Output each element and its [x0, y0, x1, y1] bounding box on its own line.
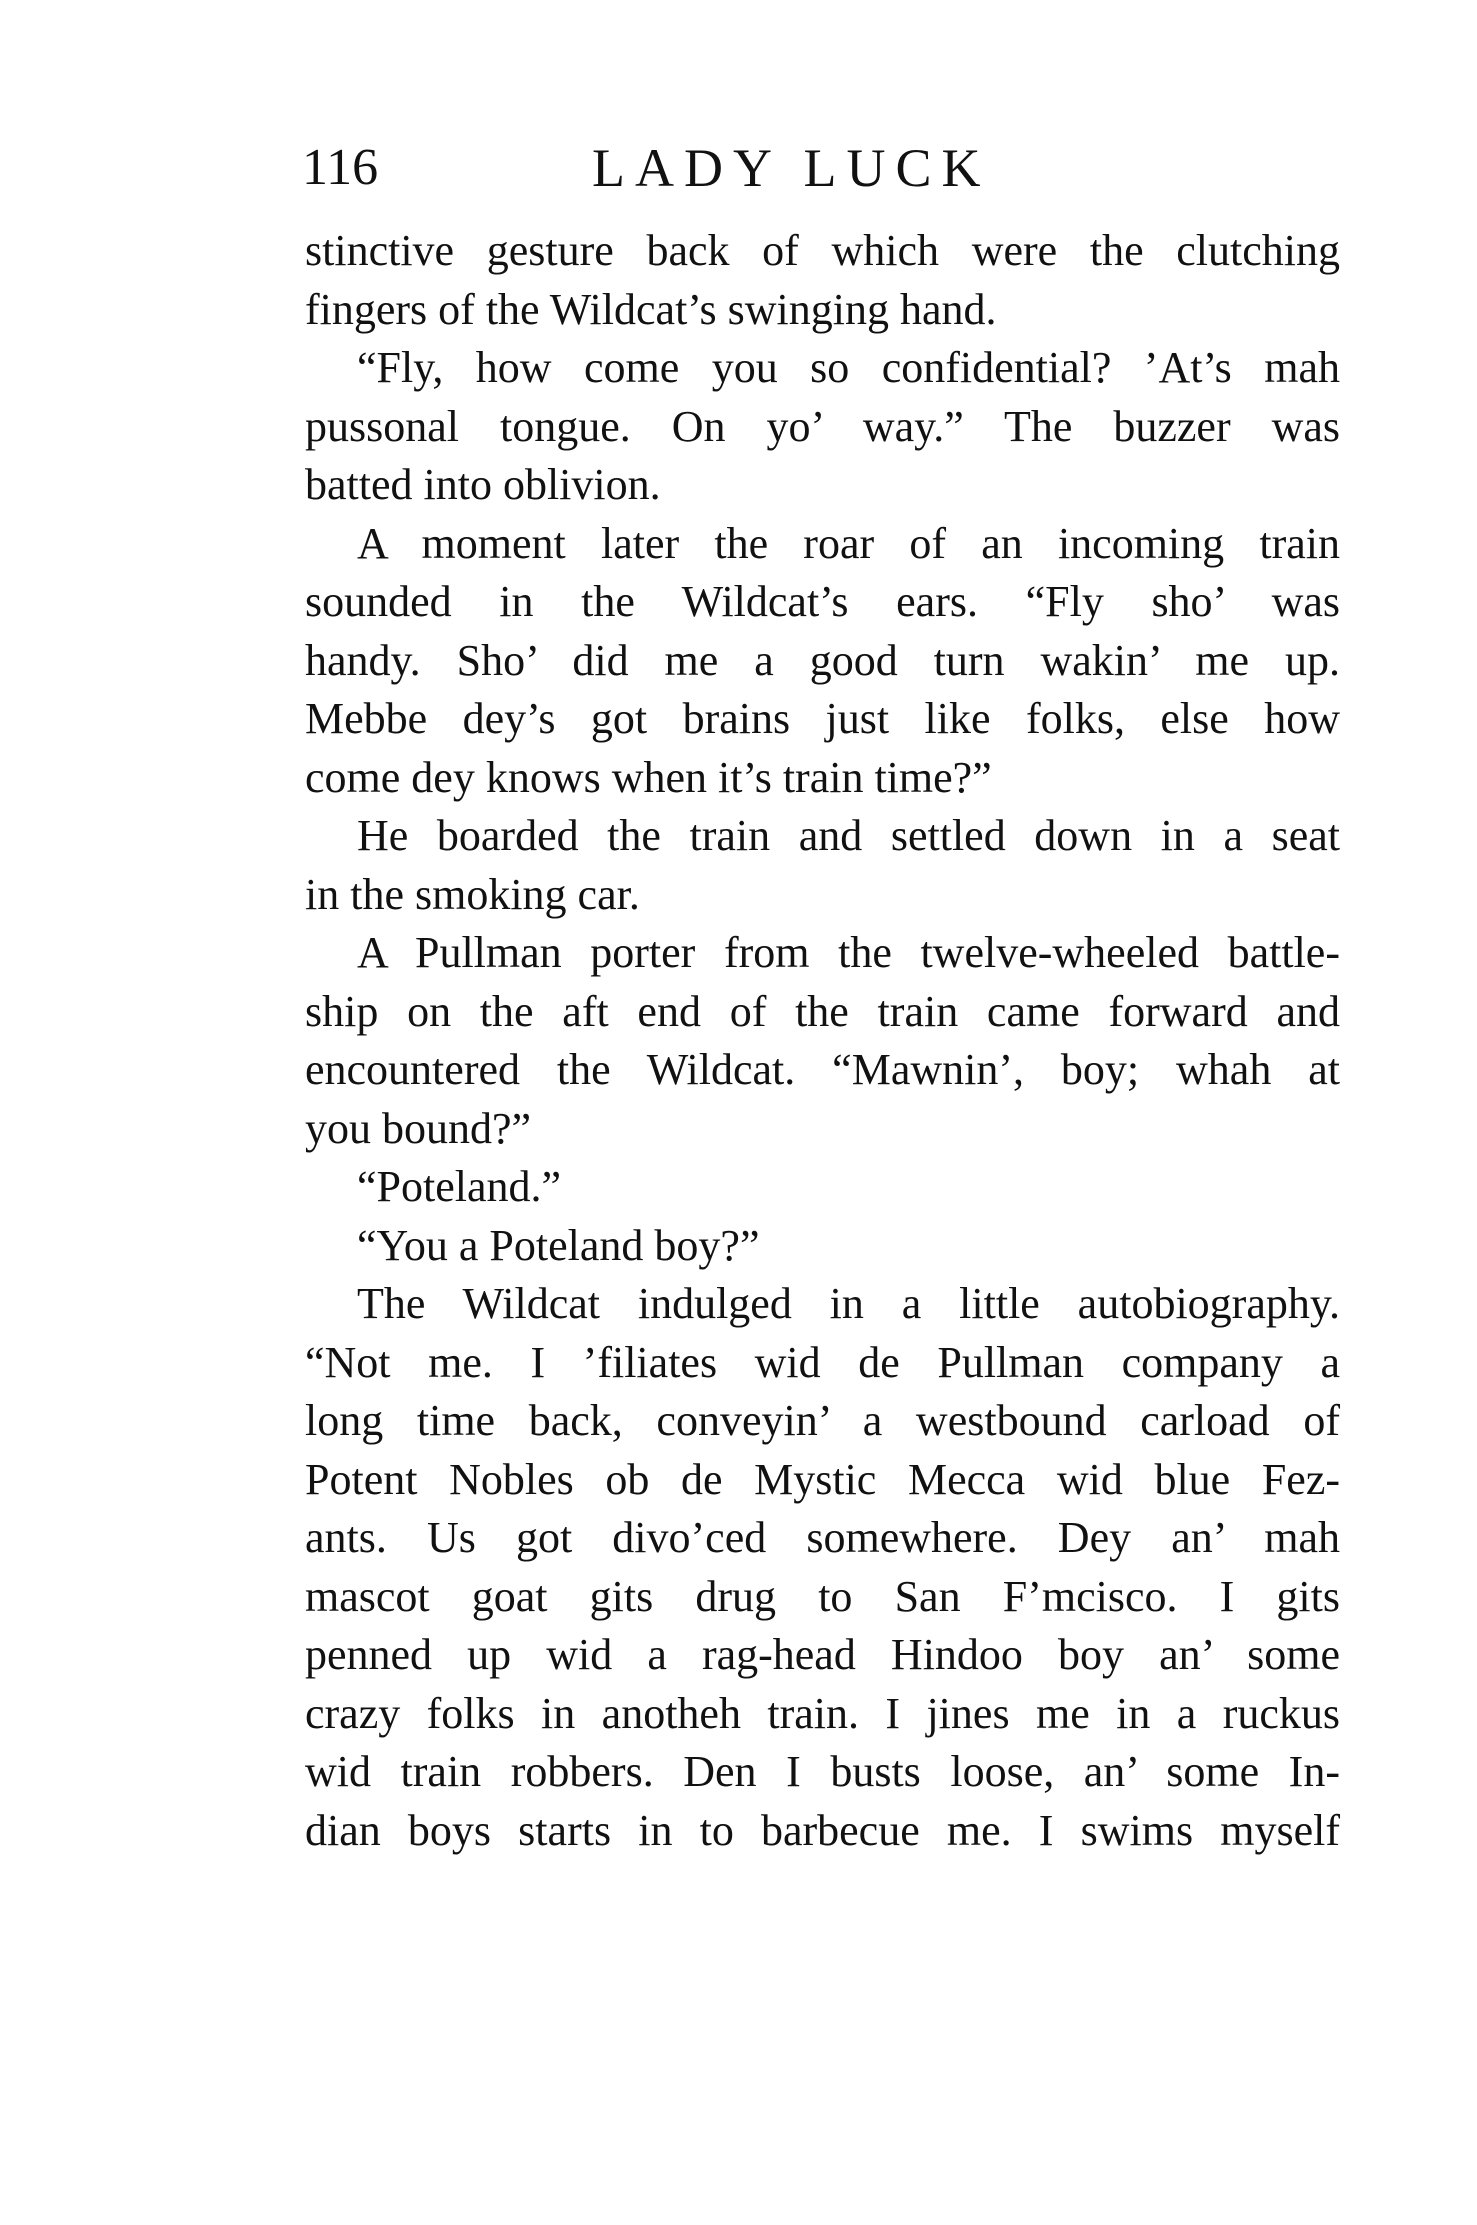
text-line: penned up wid a rag-head Hindoo boy an’ some	[305, 1630, 1340, 1679]
text-line: encountered the Wildcat. “Mawnin’, boy; whah at	[305, 1045, 1340, 1094]
text-line: dian boys starts in to barbecue me. I swims myself	[305, 1805, 1340, 1855]
running-head: LADY LUCK	[592, 138, 991, 198]
text-line: “Fly, how come you so confidential? ’At’s mah	[357, 343, 1340, 392]
text-line: come dey knows when it’s train time?”	[305, 752, 992, 802]
text-line: stinctive gesture back of which were the clutching	[305, 226, 1340, 275]
text-line: He boarded the train and settled down in a seat	[357, 811, 1340, 860]
text-line: “Poteland.”	[357, 1162, 562, 1211]
text-line: batted into oblivion.	[305, 460, 661, 509]
text-line: wid train robbers. Den I busts loose, an’ some In-	[305, 1747, 1340, 1796]
text-line: you bound?”	[305, 1103, 532, 1153]
text-line: mascot goat gits drug to San F’mcisco. I gits	[305, 1571, 1340, 1621]
text-line: long time back, conveyin’ a westbound carload of	[305, 1396, 1340, 1445]
text-line: sounded in the Wildcat’s ears. “Fly sho’ was	[305, 577, 1340, 626]
text-line: pussonal tongue. On yo’ way.” The buzzer was	[305, 401, 1340, 451]
body-text	[305, 222, 1340, 1860]
text-line: ants. Us got divo’ced somewhere. Dey an’ mah	[305, 1513, 1340, 1562]
text-line: “You a Poteland boy?”	[357, 1220, 760, 1270]
text-line: handy. Sho’ did me a good turn wakin’ me up.	[305, 635, 1340, 685]
page-header	[302, 138, 1347, 198]
text-line: Potent Nobles ob de Mystic Mecca wid blue Fez-	[305, 1454, 1340, 1504]
text-line: “Not me. I ’filiates wid de Pullman company a	[305, 1337, 1340, 1387]
text-line: fingers of the Wildcat’s swinging hand.	[305, 284, 997, 334]
text-line: The Wildcat indulged in a little autobiography.	[357, 1279, 1340, 1328]
text-line: A Pullman porter from the twelve-wheeled battle-	[357, 928, 1340, 977]
text-line: in the smoking car.	[305, 869, 640, 919]
text-line: A moment later the roar of an incoming train	[357, 518, 1340, 568]
text-line: ship on the aft end of the train came forward and	[305, 986, 1340, 1036]
page-number: 116	[302, 139, 379, 196]
text-line: crazy folks in anotheh train. I jines me in a ruckus	[305, 1688, 1340, 1738]
text-line: Mebbe dey’s got brains just like folks, else how	[305, 694, 1340, 743]
